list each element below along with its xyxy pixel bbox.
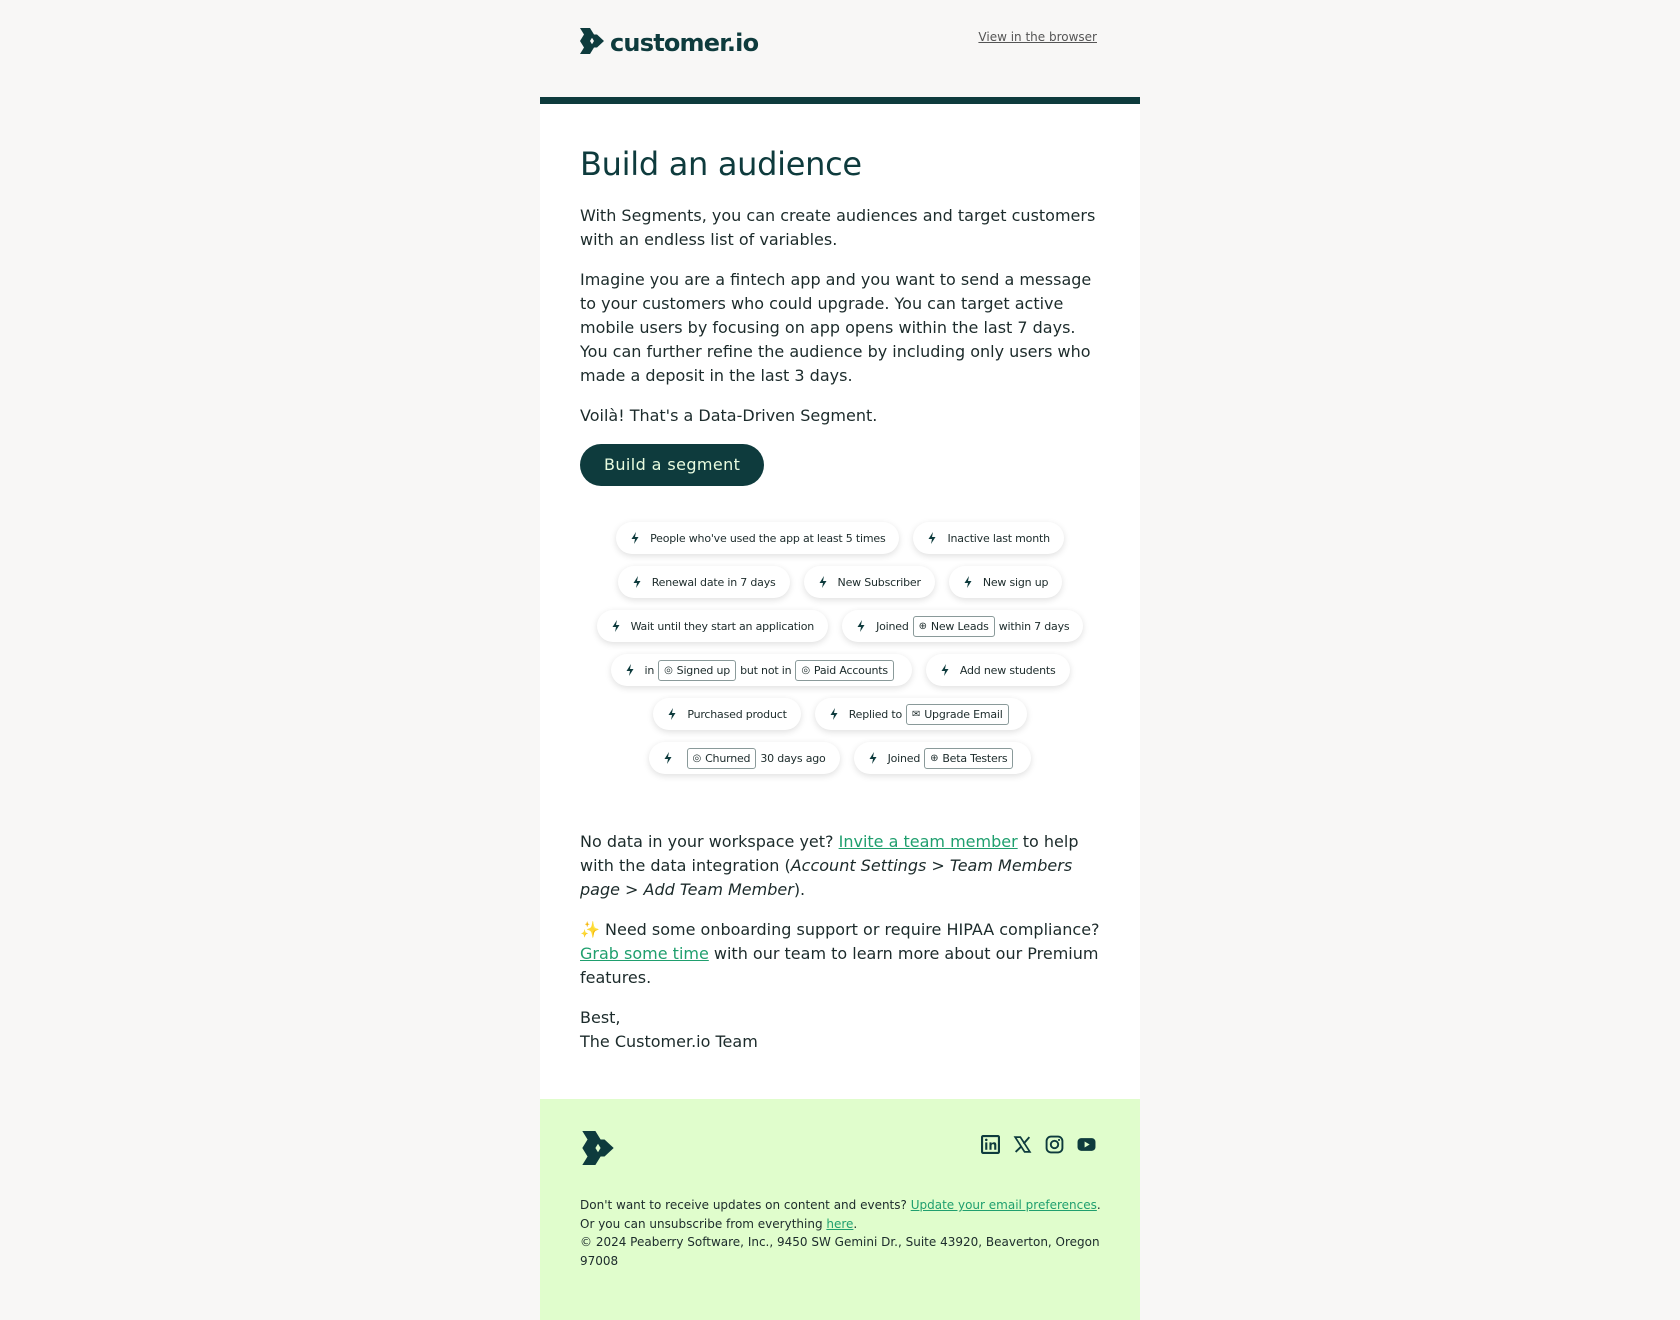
segment-tag: ◎ Churned — [687, 748, 757, 769]
email-title: Build an audience — [580, 145, 862, 183]
instagram-icon[interactable] — [1045, 1135, 1064, 1154]
segment-chip: People who've used the app at least 5 times — [616, 522, 899, 554]
bolt-icon — [609, 619, 623, 633]
segment-icon: ◎ — [664, 664, 673, 676]
globe-icon: ⊕ — [930, 752, 939, 764]
email-container — [540, 0, 1140, 1320]
segment-chip: Replied to ✉ Upgrade Email — [815, 698, 1027, 730]
youtube-icon[interactable] — [1077, 1135, 1096, 1154]
segment-chip: New sign up — [949, 566, 1062, 598]
segment-chip: New Subscriber — [804, 566, 935, 598]
support-paragraph: ✨ Need some onboarding support or require HIPAA compliance? Grab some time with our team to learn more about our Premium features. — [580, 920, 1100, 987]
bolt-icon — [925, 531, 939, 545]
example-paragraph: Imagine you are a fintech app and you want to send a message to your customers who could upgrade. You can target active mobile users by focusing on app opens within the last 7 days. You can further refine the audience by including only users who made a deposit in the last 3 days. — [580, 270, 1092, 385]
segment-chip: Inactive last month — [913, 522, 1063, 554]
email-header — [540, 0, 1140, 97]
brand-name: customer.io — [610, 29, 759, 57]
bolt-icon — [866, 751, 880, 765]
segment-chips-illustration — [580, 522, 1100, 792]
segment-tag: ◎ Paid Accounts — [795, 660, 894, 681]
bolt-icon — [623, 663, 637, 677]
bolt-icon — [816, 575, 830, 589]
segment-icon: ◎ — [801, 664, 810, 676]
segment-tag: ✉ Upgrade Email — [906, 704, 1009, 725]
grab-some-time-link[interactable]: Grab some time — [580, 944, 709, 963]
team-signature: The Customer.io Team — [580, 1032, 758, 1051]
bolt-icon — [628, 531, 642, 545]
segment-chip: Add new students — [926, 654, 1070, 686]
segment-tag: ⊕ New Leads — [913, 616, 995, 637]
invite-team-member-link[interactable]: Invite a team member — [838, 832, 1018, 851]
footer-logo-icon[interactable] — [580, 1131, 616, 1169]
unsubscribe-link[interactable]: here — [826, 1216, 854, 1231]
segment-chip: Wait until they start an application — [597, 610, 829, 642]
segment-chip: Purchased product — [653, 698, 800, 730]
voila-paragraph: Voilà! That's a Data-Driven Segment. — [580, 406, 878, 425]
brand-logo[interactable] — [580, 28, 758, 58]
segment-chip: Joined ⊕ Beta Testers — [854, 742, 1032, 774]
bolt-icon — [938, 663, 952, 677]
bolt-icon — [661, 751, 675, 765]
sparkles-icon: ✨ — [580, 920, 600, 939]
email-footer — [540, 1099, 1140, 1320]
bolt-icon — [630, 575, 644, 589]
bolt-icon — [961, 575, 975, 589]
linkedin-icon[interactable] — [981, 1135, 1000, 1154]
customerio-mark-icon — [580, 28, 604, 58]
update-preferences-link[interactable]: Update your email preferences — [910, 1198, 1097, 1212]
bolt-icon — [854, 619, 868, 633]
segment-chip: Joined ⊕ New Leads within 7 days — [842, 610, 1083, 642]
intro-paragraph: With Segments, you can create audiences and target customers with an endless list of variables. — [580, 206, 1096, 249]
segment-tag: ⊕ Beta Testers — [924, 748, 1013, 769]
copyright: © 2024 Peaberry Software, Inc., 9450 SW Gemini Dr., Suite 43920, Beaverton, Oregon 97008 — [580, 1235, 1100, 1268]
build-segment-button[interactable]: Build a segment — [580, 444, 764, 486]
segment-icon: ◎ — [692, 752, 702, 764]
social-links — [981, 1135, 1096, 1154]
settings-path: Account Settings > Team Members page > Add Team Member — [580, 856, 1073, 899]
globe-icon: ⊕ — [918, 620, 927, 632]
bolt-icon — [827, 707, 841, 721]
header-divider — [540, 97, 1140, 104]
bolt-icon — [665, 707, 679, 721]
segment-tag: ◎ Signed up — [658, 660, 736, 681]
envelope-icon: ✉ — [912, 708, 921, 720]
segment-chip: ◎ Churned 30 days ago — [649, 742, 840, 774]
email-body — [540, 104, 1140, 1099]
unsubscribe-line: Or you can unsubscribe from everything here. — [580, 1216, 858, 1231]
email-preferences-line: Don't want to receive updates on content and events? Update your email preferences. — [580, 1198, 1101, 1212]
segment-chip: Renewal date in 7 days — [618, 566, 790, 598]
view-in-browser-link[interactable]: View in the browser — [978, 30, 1097, 44]
segment-chip: in ◎ Signed up but not in ◎ Paid Accounts — [611, 654, 912, 686]
no-data-paragraph: No data in your workspace yet? Invite a team member to help with the data integration (Account Settings > Team Members page > Add Team Member). — [580, 832, 1079, 899]
x-icon[interactable] — [1013, 1135, 1032, 1154]
signoff: Best, The Customer.io Team — [580, 1008, 758, 1051]
